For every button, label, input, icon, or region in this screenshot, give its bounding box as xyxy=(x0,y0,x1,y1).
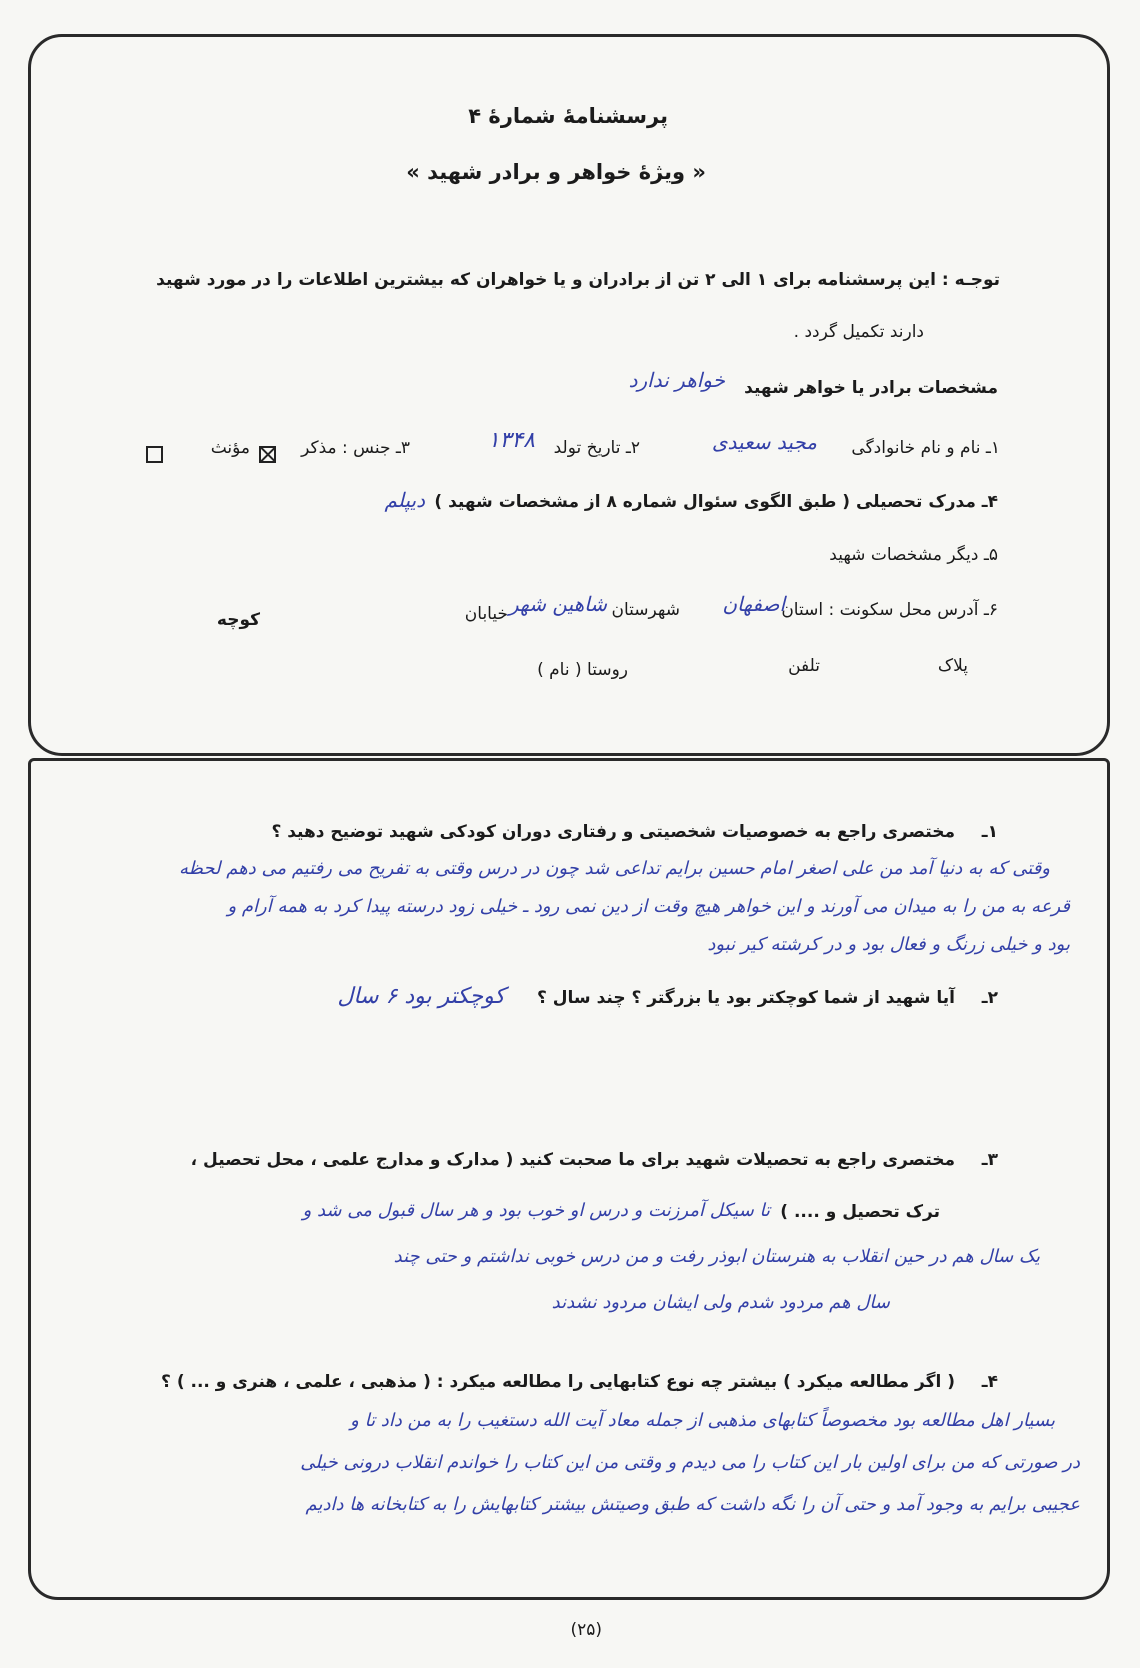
name-label: ۱ـ نام و نام خانوادگی xyxy=(851,438,1000,458)
question-1-answer-line-2: قرعه به من را به میدان می آورند و این خواهر هیچ وقت از دین نمی رود ـ خیلی زود درسته پیدا کرد به همه آرام و xyxy=(227,896,1070,917)
question-1-answer-line-3: بود و خیلی زرنگ و فعال بود و در کرشته کیر نبود xyxy=(707,934,1070,955)
gender-label: ۳ـ جنس : مذکر xyxy=(301,438,410,458)
question-3-answer-line-2: یک سال هم در حین انقلاب به هنرستان ابوذر رفت و من درس خوبی نداشتم و حتی چند xyxy=(393,1246,1040,1267)
section-handwritten-note: خواهر ندارد xyxy=(628,368,725,392)
question-4-answer-line-3: عجیبی برایم به وجود آمد و حتی آن را نگه داشت که طبق وصیتش بیشتر کتابهایش را به کتابخانه ها دادیم xyxy=(305,1494,1080,1515)
birth-label: ۲ـ تاریخ تولد xyxy=(553,438,640,458)
other-label: ۵ـ دیگر مشخصات شهید xyxy=(829,545,998,565)
note-line-1: توجـه : این پرسشنامه برای ۱ الی ۲ تن از برادران و یا خواهران که بیشترین اطلاعات را در مورد شهید xyxy=(156,270,1000,290)
gender-male-checkbox[interactable] xyxy=(259,446,276,463)
page-subtitle: « ویژهٔ خواهر و برادر شهید » xyxy=(406,160,706,184)
question-4-answer-line-2: در صورتی که من برای اولین بار این کتاب را می دیدم و وقتی من این کتاب را خواندم انقلاب درونی خیلی xyxy=(300,1452,1080,1473)
street-label: خیابان xyxy=(464,604,508,624)
question-4-text: ( اگر مطالعه میکرد ) بیشتر چه نوع کتابهایی را مطالعه میکرد : ( مذهبی ، علمی ، هنری و ... ) ؟ xyxy=(161,1372,955,1392)
note-line-2: دارند تکمیل گردد . xyxy=(793,322,924,342)
name-value: مجید سعیدی xyxy=(711,430,817,454)
city-value: شاهین شهر xyxy=(508,592,607,616)
question-1-text: مختصری راجع به خصوصیات شخصیتی و رفتاری دوران کودکی شهید توضیح دهید ؟ xyxy=(271,822,955,842)
gender-female-checkbox[interactable] xyxy=(146,446,163,463)
questions-frame xyxy=(28,758,1110,1600)
question-3-answer-line-1: تا سیکل آمرزنت و درس او خوب بود و هر سال قبول می شد و xyxy=(302,1200,770,1221)
question-3-text: مختصری راجع به تحصیلات شهید برای ما صحبت کنید ( مدارک و مدارج علمی ، محل تحصیل ، xyxy=(190,1150,955,1170)
page-title: پرسشنامهٔ شمارهٔ ۴ xyxy=(468,104,668,128)
question-2-text: آیا شهید از شما کوچکتر بود یا بزرگتر ؟ چند سال ؟ xyxy=(537,988,955,1008)
alley-label: کوچه xyxy=(216,610,260,630)
question-2-answer: کوچکتر بود ۶ سال xyxy=(337,984,505,1009)
section-label: مشخصات برادر یا خواهر شهید xyxy=(744,378,998,398)
question-4-answer-line-1: بسیار اهل مطالعه بود مخصوصاً کتابهای مذهبی از جمله معاد آیت الله دستغیب را به من داد تا و xyxy=(350,1410,1055,1431)
plaque-label: پلاک xyxy=(937,656,968,676)
question-1-answer-line-1: وقتی که به دنیا آمد من علی اصغر امام حسین برایم تداعی شد چون در درس وقتی به تفریح می رفتیم می دهم لحظه xyxy=(179,858,1050,879)
question-2-number: ۲ـ xyxy=(981,988,998,1008)
question-3-number: ۳ـ xyxy=(981,1150,998,1170)
village-label: روستا ( نام ) xyxy=(537,660,628,680)
question-3-answer-line-3: سال هم مردود شدم ولی ایشان مردود نشدند xyxy=(551,1292,890,1313)
question-1-number: ۱ـ xyxy=(981,822,998,842)
birth-value: ۱۳۴۸ xyxy=(487,428,535,453)
address-label: ۶ـ آدرس محل سکونت : استان xyxy=(781,600,998,620)
gender-female-label: مؤنث xyxy=(210,438,250,458)
province-value: اصفهان xyxy=(722,592,785,616)
phone-label: تلفن xyxy=(788,656,820,676)
question-3-text-2: ترک تحصیل و .... ) xyxy=(780,1202,940,1222)
education-label: ۴ـ مدرک تحصیلی ( طبق الگوی سئوال شماره ۸ از مشخصات شهید ) xyxy=(434,492,998,512)
question-4-number: ۴ـ xyxy=(981,1372,998,1392)
city-label: شهرستان xyxy=(611,600,680,620)
education-value: دیپلم xyxy=(384,488,425,512)
page-number: (۲۵) xyxy=(570,1620,602,1640)
